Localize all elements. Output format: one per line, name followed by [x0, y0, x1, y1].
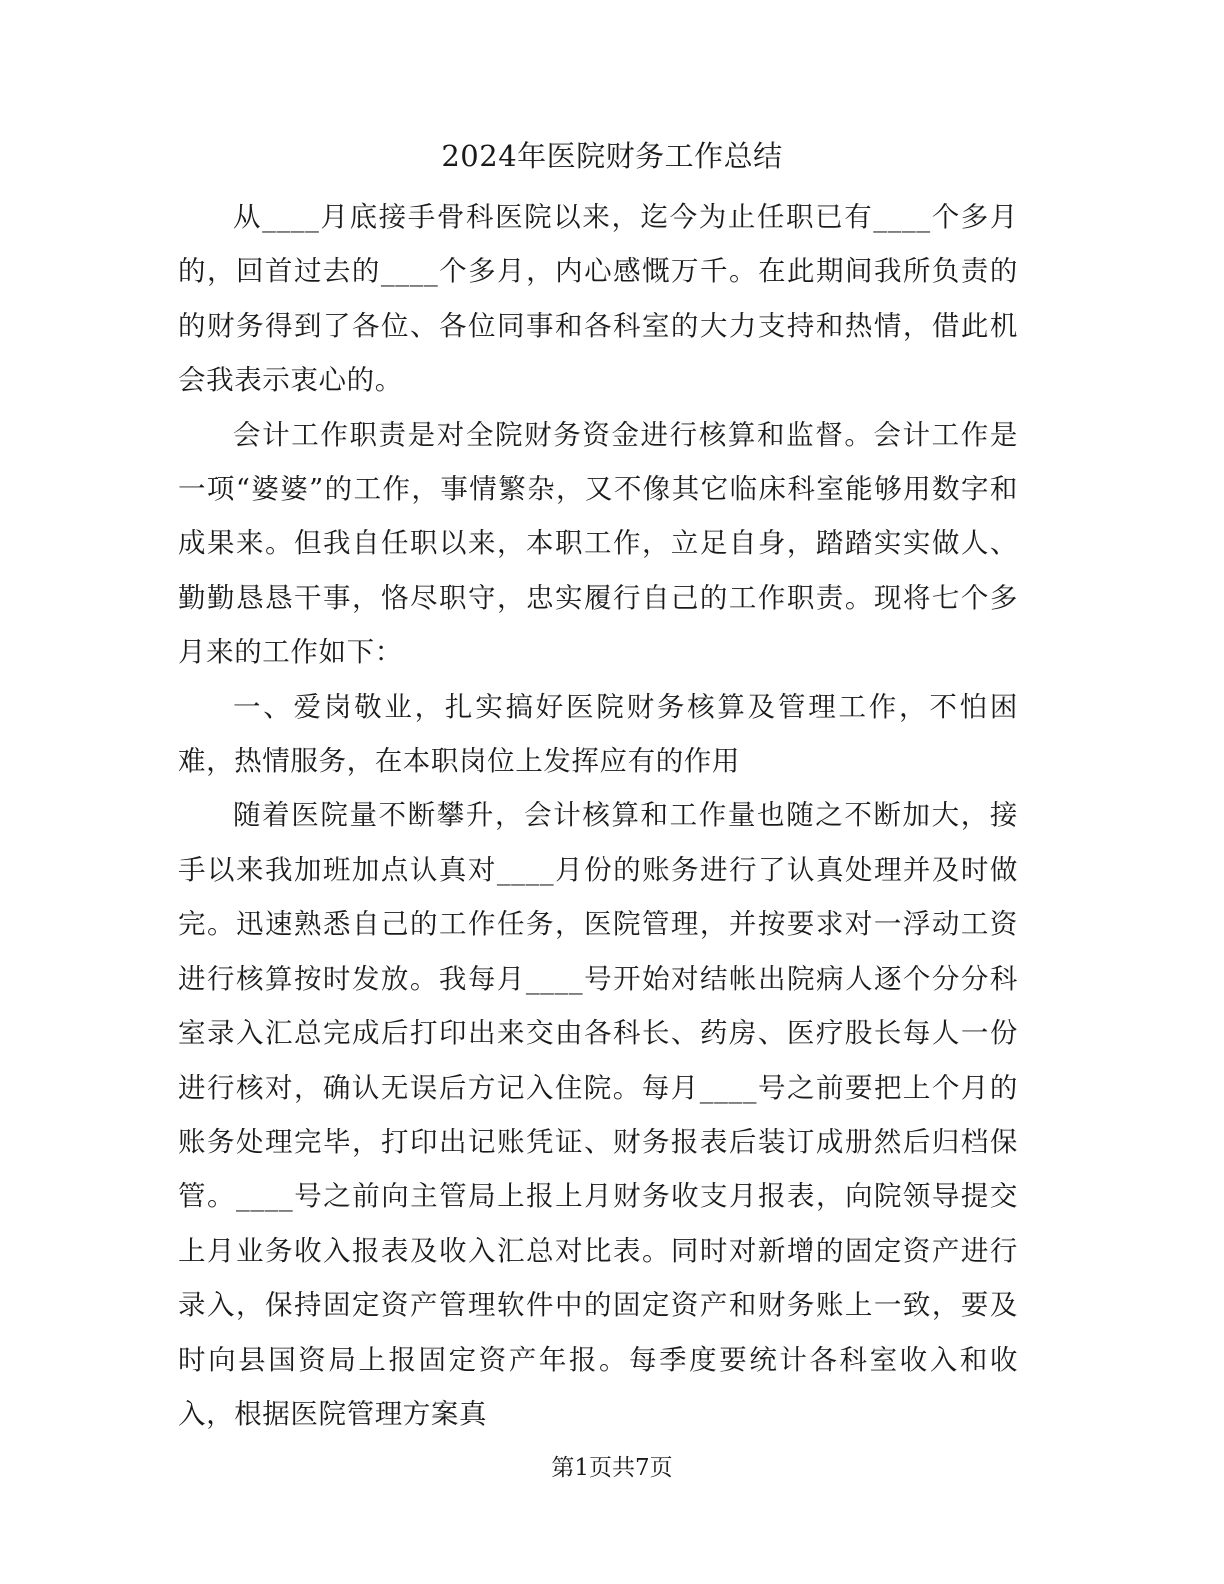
- document-body: [178, 190, 1018, 1441]
- paragraph-4: 随着医院量不断攀升，会计核算和工作量也随之不断加大，接手以来我加班加点认真对____月份的账务进行了认真处理并及时做完。迅速熟悉自己的工作任务，医院管理，并按要求对一浮动工资进行核算按时发放。我每月____号开始对结帐出院病人逐个分分科室录入汇总完成后打印出来交由各科长、药房、医疗股长每人一份进行核对，确认无误后方记入住院。每月____号之前要把上个月的账务处理完毕，打印出记账凭证、财务报表后装订成册然后归档保管。____号之前向主管局上报上月财务收支月报表，向院领导提交上月业务收入报表及收入汇总对比表。同时对新增的固定资产进行录入，保持固定资产管理软件中的固定资产和财务账上一致，要及时向县国资局上报固定资产年报。每季度要统计各科室收入和收入，根据医院管理方案真: [178, 799, 1018, 1430]
- page-number: 第1页共7页: [551, 1455, 673, 1481]
- paragraph-3: 一、爱岗敬业，扎实搞好医院财务核算及管理工作，不怕困难，热情服务，在本职岗位上发挥应有的作用: [178, 690, 1018, 778]
- page-title: 2024年医院财务工作总结: [441, 139, 783, 173]
- paragraph-2: 会计工作职责是对全院财务资金进行核算和监督。会计工作是一项“婆婆”的工作，事情繁杂，又不像其它临床科室能够用数字和成果来。但我自任职以来，本职工作，立足自身，踏踏实实做人、勤勤恳恳干事，恪尽职守，忠实履行自己的工作职责。现将七个多月来的工作如下：: [178, 418, 1018, 669]
- paragraph-1: 从____月底接手骨科医院以来，迄今为止任职已有____个多月的，回首过去的____个多月，内心感慨万千。在此期间我所负责的的财务得到了各位、各位同事和各科室的大力支持和热情，借此机会我表示衷心的。: [178, 201, 1018, 397]
